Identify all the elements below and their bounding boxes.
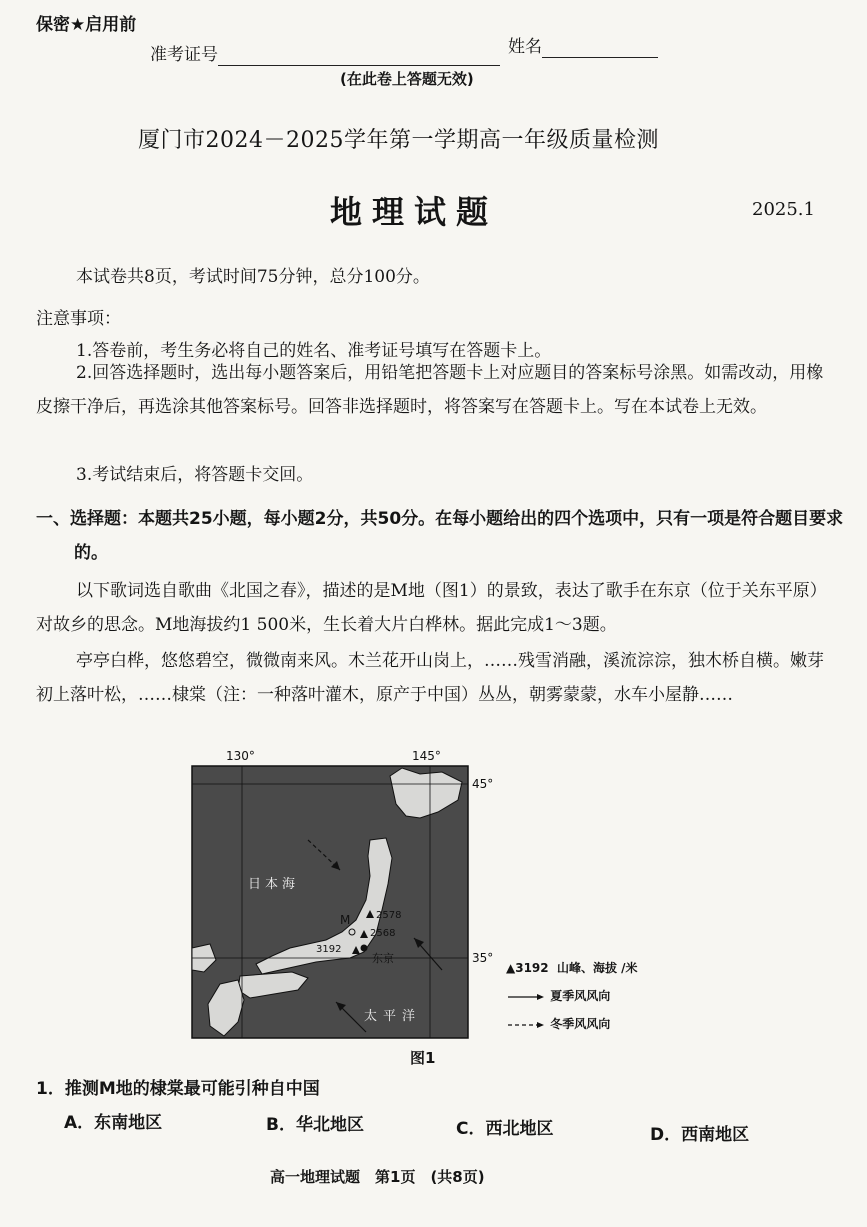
exam-id-label: 准考证号 — [150, 45, 218, 65]
ocean-label: 太平洋 — [364, 1009, 422, 1024]
lat-label-45: 45° — [472, 777, 494, 791]
invalid-note: (在此卷上答题无效) — [340, 70, 474, 88]
name-blank — [542, 39, 658, 58]
name-label: 姓名 — [508, 37, 542, 57]
note-item-3: 3.考试结束后，将答题卡交回。 — [76, 465, 314, 485]
peak-label-1: 2578 — [376, 910, 402, 921]
summer-arrow-icon — [506, 992, 546, 1002]
option-a: A．东南地区 — [64, 1113, 163, 1133]
legend-winter-text: 冬季风风向 — [550, 1017, 611, 1031]
subject-title: 地理试题 — [330, 193, 499, 231]
passage-text: 以下歌词选自歌曲《北国之春》，描述的是M地（图1）的景致，表达了歌手在东京（位于关东平原）对故乡的思念。M地海拔约1 500米，生长着大片白桦林。据此完成1～3题。 — [36, 581, 827, 635]
lon-label-130: 130° — [226, 749, 255, 763]
legend-summer — [506, 988, 610, 1004]
lat-label-35: 35° — [472, 951, 494, 965]
legend-peak-sample: 3192 — [515, 961, 549, 975]
lon-label-145: 145° — [412, 749, 441, 763]
name-field — [508, 36, 658, 58]
note-item-1: 1.答卷前，考生务必将自己的姓名、准考证号填写在答题卡上。 — [76, 341, 552, 361]
page-footer: 高一地理试题 第1页 (共8页) — [270, 1168, 485, 1186]
notes-heading: 注意事项： — [36, 309, 121, 329]
note-item-2: 2.回答选择题时，选出每小题答案后，用铅笔把答题卡上对应题目的答案标号涂黑。如需改动，用橡皮擦干净后，再选涂其他答案标号。回答非选择题时，将答案写在答题卡上。写在本试卷上无效。 — [36, 363, 824, 417]
option-b: B．华北地区 — [266, 1115, 364, 1135]
peak-label-3: 3192 — [316, 944, 342, 955]
intro-text: 本试卷共8页，考试时间75分钟，总分100分。 — [76, 267, 430, 287]
map-figure — [180, 748, 510, 1048]
legend-summer-text: 夏季风风向 — [550, 989, 611, 1003]
winter-arrow-icon — [506, 1020, 546, 1030]
option-d: D．西南地区 — [650, 1125, 750, 1145]
legend-winter — [506, 1016, 610, 1032]
exam-date: 2025.1 — [752, 199, 815, 220]
peak-label-2: 2568 — [370, 928, 396, 939]
legend-peak-text: 山峰、海拔 /米 — [557, 961, 638, 975]
city-label-tokyo: 东京 — [372, 952, 394, 965]
exam-id-blank — [218, 47, 500, 66]
point-label-m: M — [340, 913, 351, 927]
option-c: C．西北地区 — [456, 1119, 554, 1139]
confidential-mark: 保密★启用前 — [36, 15, 137, 35]
lyrics-text: 亭亭白桦，悠悠碧空，微微南来风。木兰花开山岗上，……残雪消融，溪流淙淙，独木桥自横。嫩芽初上落叶松，……棣棠（注：一种落叶灌木，原产于中国）丛丛，朝雾蒙蒙，水车小屋静…… — [36, 651, 824, 705]
sea-label: 日本海 — [248, 877, 300, 892]
question-1-stem: 1．推测M地的棣棠最可能引种自中国 — [36, 1079, 320, 1099]
section-heading: 一、选择题：本题共25小题，每小题2分，共50分。在每小题给出的四个选项中，只有一项是符合题目要求的。 — [36, 509, 844, 563]
legend-peak-icon: ▲ — [506, 961, 516, 975]
exam-title: 厦门市2024－2025学年第一学期高一年级质量检测 — [138, 128, 659, 153]
exam-id-field — [150, 44, 500, 66]
figure-caption: 图1 — [410, 1049, 436, 1067]
legend-peak — [506, 960, 638, 976]
